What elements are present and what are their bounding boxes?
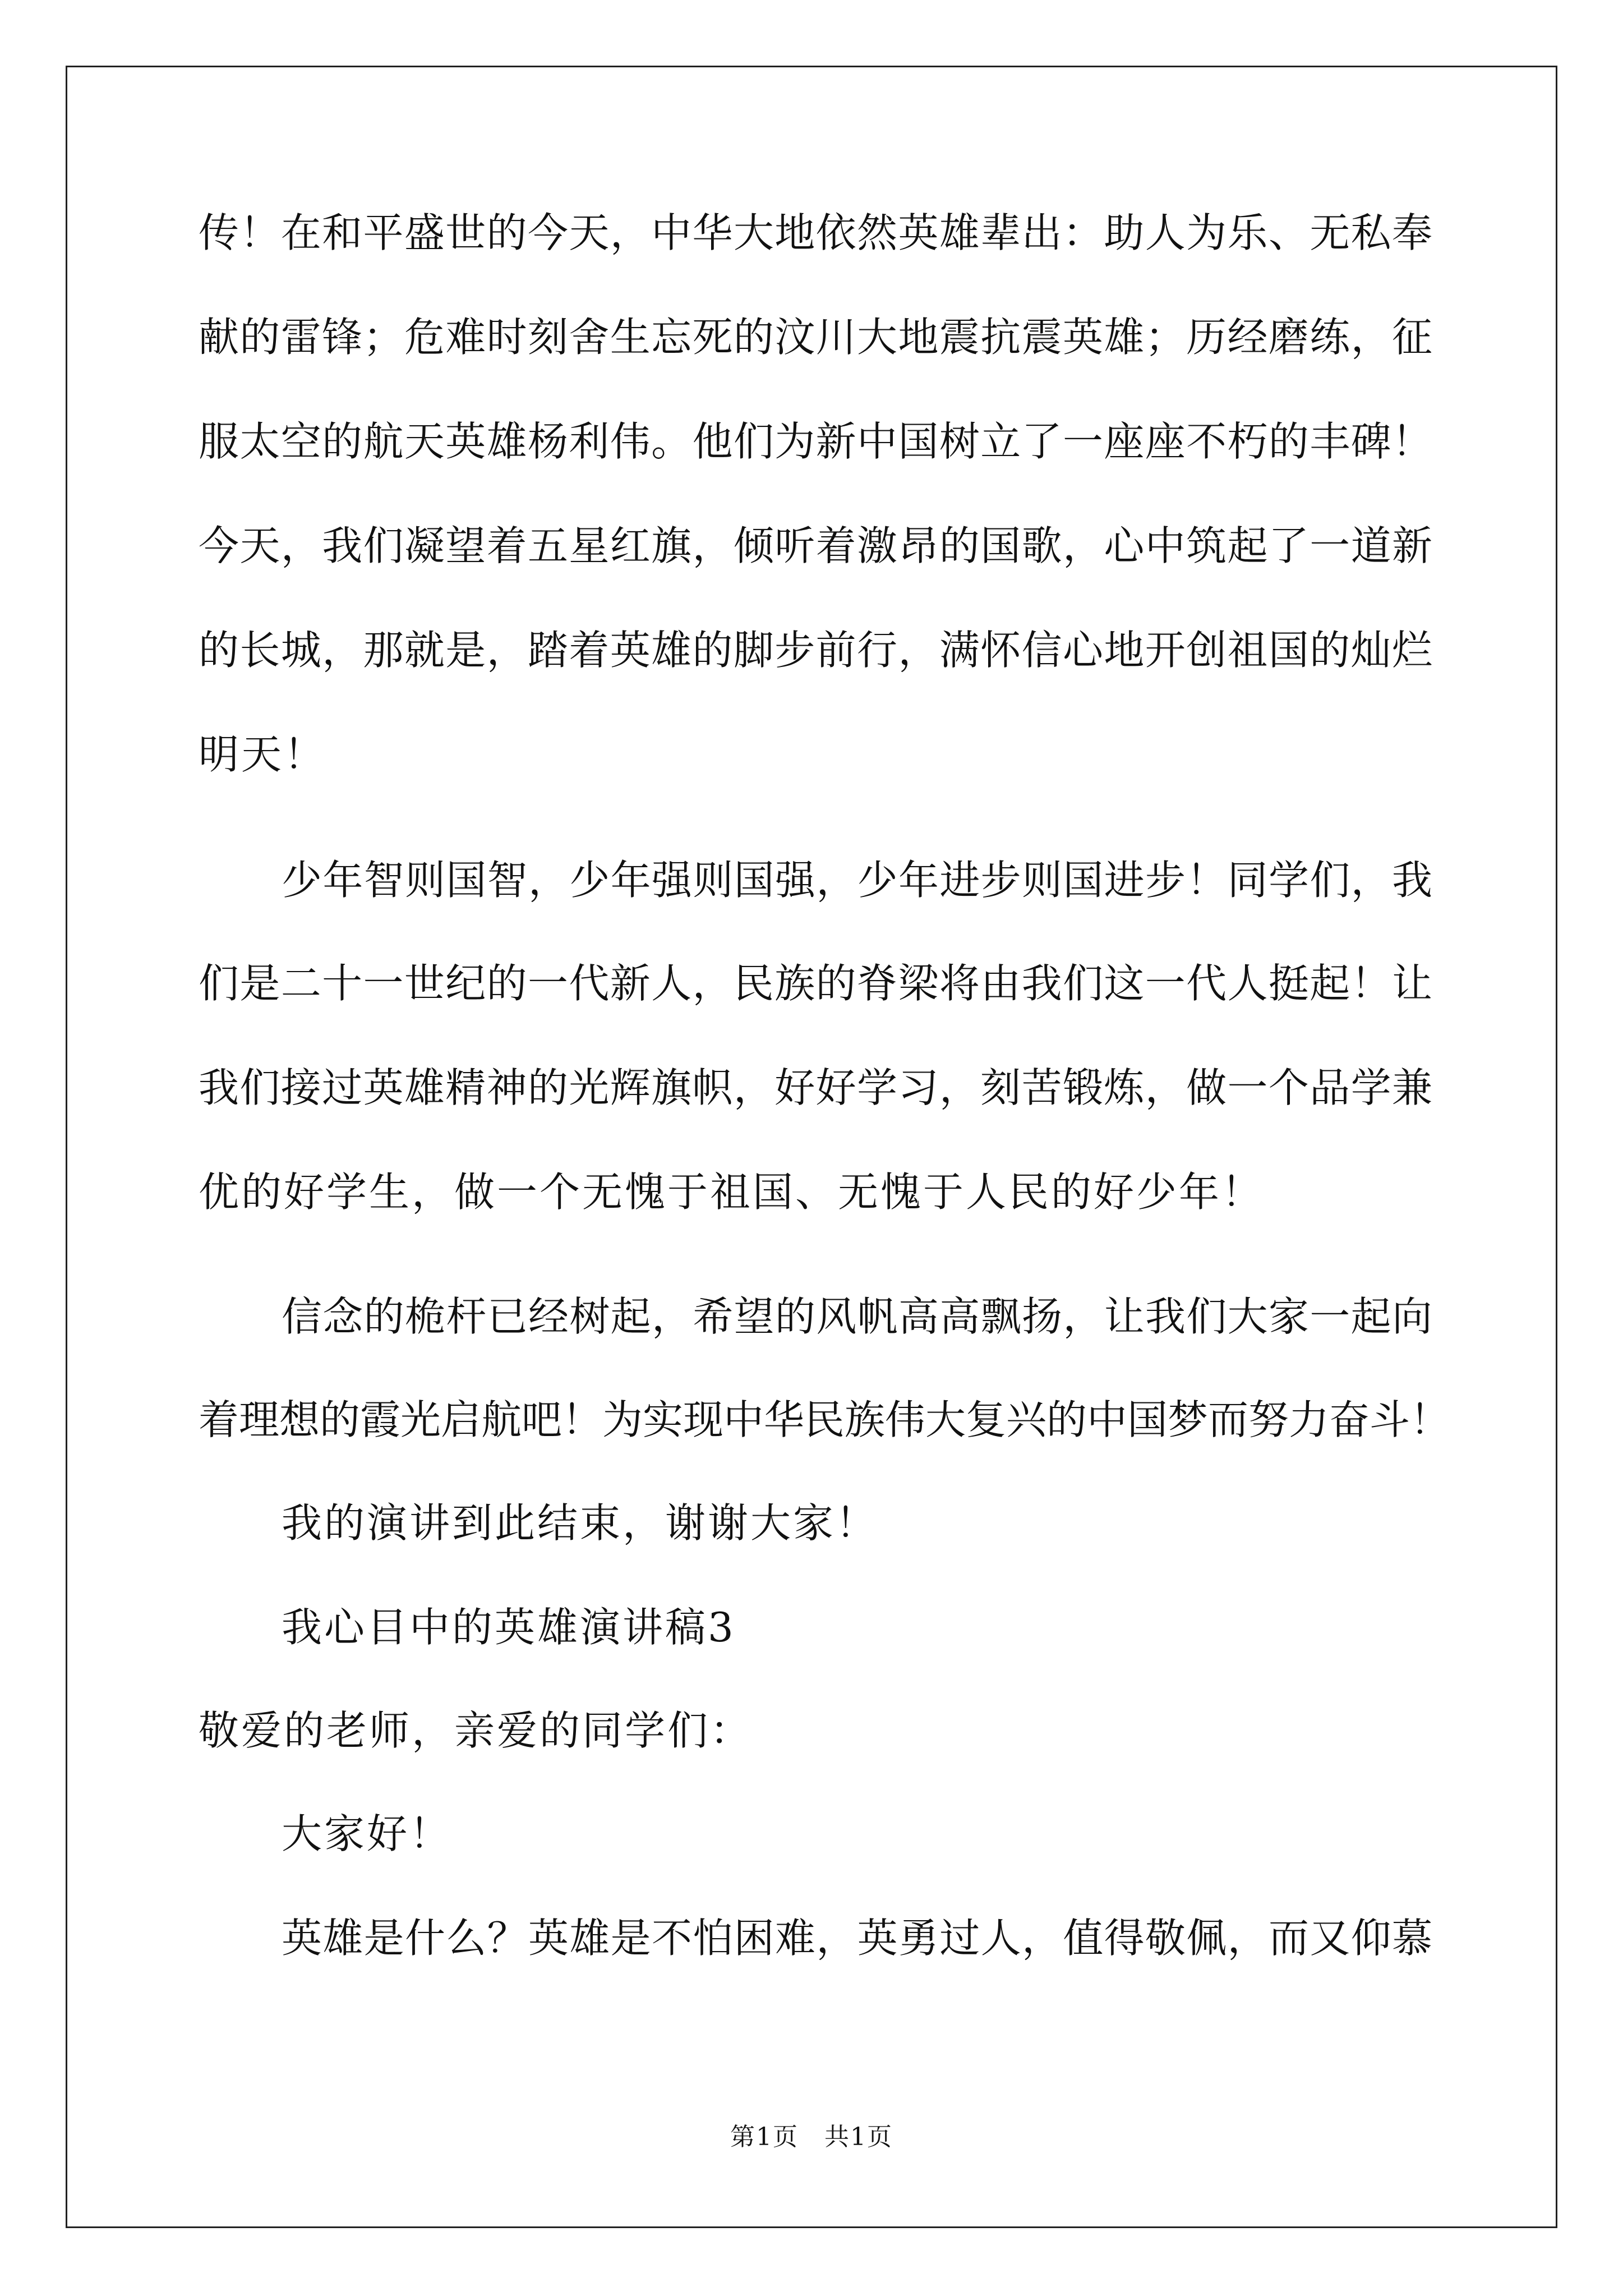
text-line: 大家好！ <box>282 1810 453 1857</box>
text-line: 们是二十一世纪的一代新人，民族的脊梁将由我们这一代人挺起！让 <box>199 960 1432 1007</box>
text-line: 的长城，那就是，踏着英雄的脚步前行，满怀信心地开创祖国的灿烂 <box>199 627 1432 674</box>
page-border <box>66 66 1557 2228</box>
text-line: 献的雷锋；危难时刻舍生忘死的汶川大地震抗震英雄；历经磨练，征 <box>199 314 1432 361</box>
text-line: 我的演讲到此结束，谢谢大家！ <box>282 1499 879 1547</box>
text-line: 我们接过英雄精神的光辉旗帜，好好学习，刻苦锻炼，做一个品学兼 <box>199 1064 1432 1111</box>
text-line: 今天，我们凝望着五星红旗，倾听着激昂的国歌，心中筑起了一道新 <box>199 522 1432 569</box>
text-line: 敬爱的老师，亲爱的同学们： <box>199 1707 753 1754</box>
text-line: 服太空的航天英雄杨利伟。他们为新中国树立了一座座不朽的丰碑！ <box>199 418 1432 465</box>
text-line: 传！在和平盛世的今天，中华大地依然英雄辈出：助人为乐、无私奉 <box>199 209 1432 256</box>
text-line: 少年智则国智，少年强则国强，少年进步则国进步！同学们，我 <box>282 857 1432 904</box>
text-line: 信念的桅杆已经树起，希望的风帆高高飘扬，让我们大家一起向 <box>282 1293 1432 1340</box>
text-line: 我心目中的英雄演讲稿3 <box>282 1604 736 1651</box>
text-line: 着理想的霞光启航吧！为实现中华民族伟大复兴的中国梦而努力奋斗！ <box>199 1396 1451 1443</box>
page-footer: 第1页 共1页 <box>730 2123 893 2151</box>
text-line: 优的好学生，做一个无愧于祖国、无愧于人民的好少年！ <box>199 1168 1265 1216</box>
text-line: 英雄是什么？英雄是不怕困难，英勇过人，值得敬佩，而又仰慕 <box>282 1915 1432 1962</box>
text-line: 明天！ <box>199 731 327 778</box>
